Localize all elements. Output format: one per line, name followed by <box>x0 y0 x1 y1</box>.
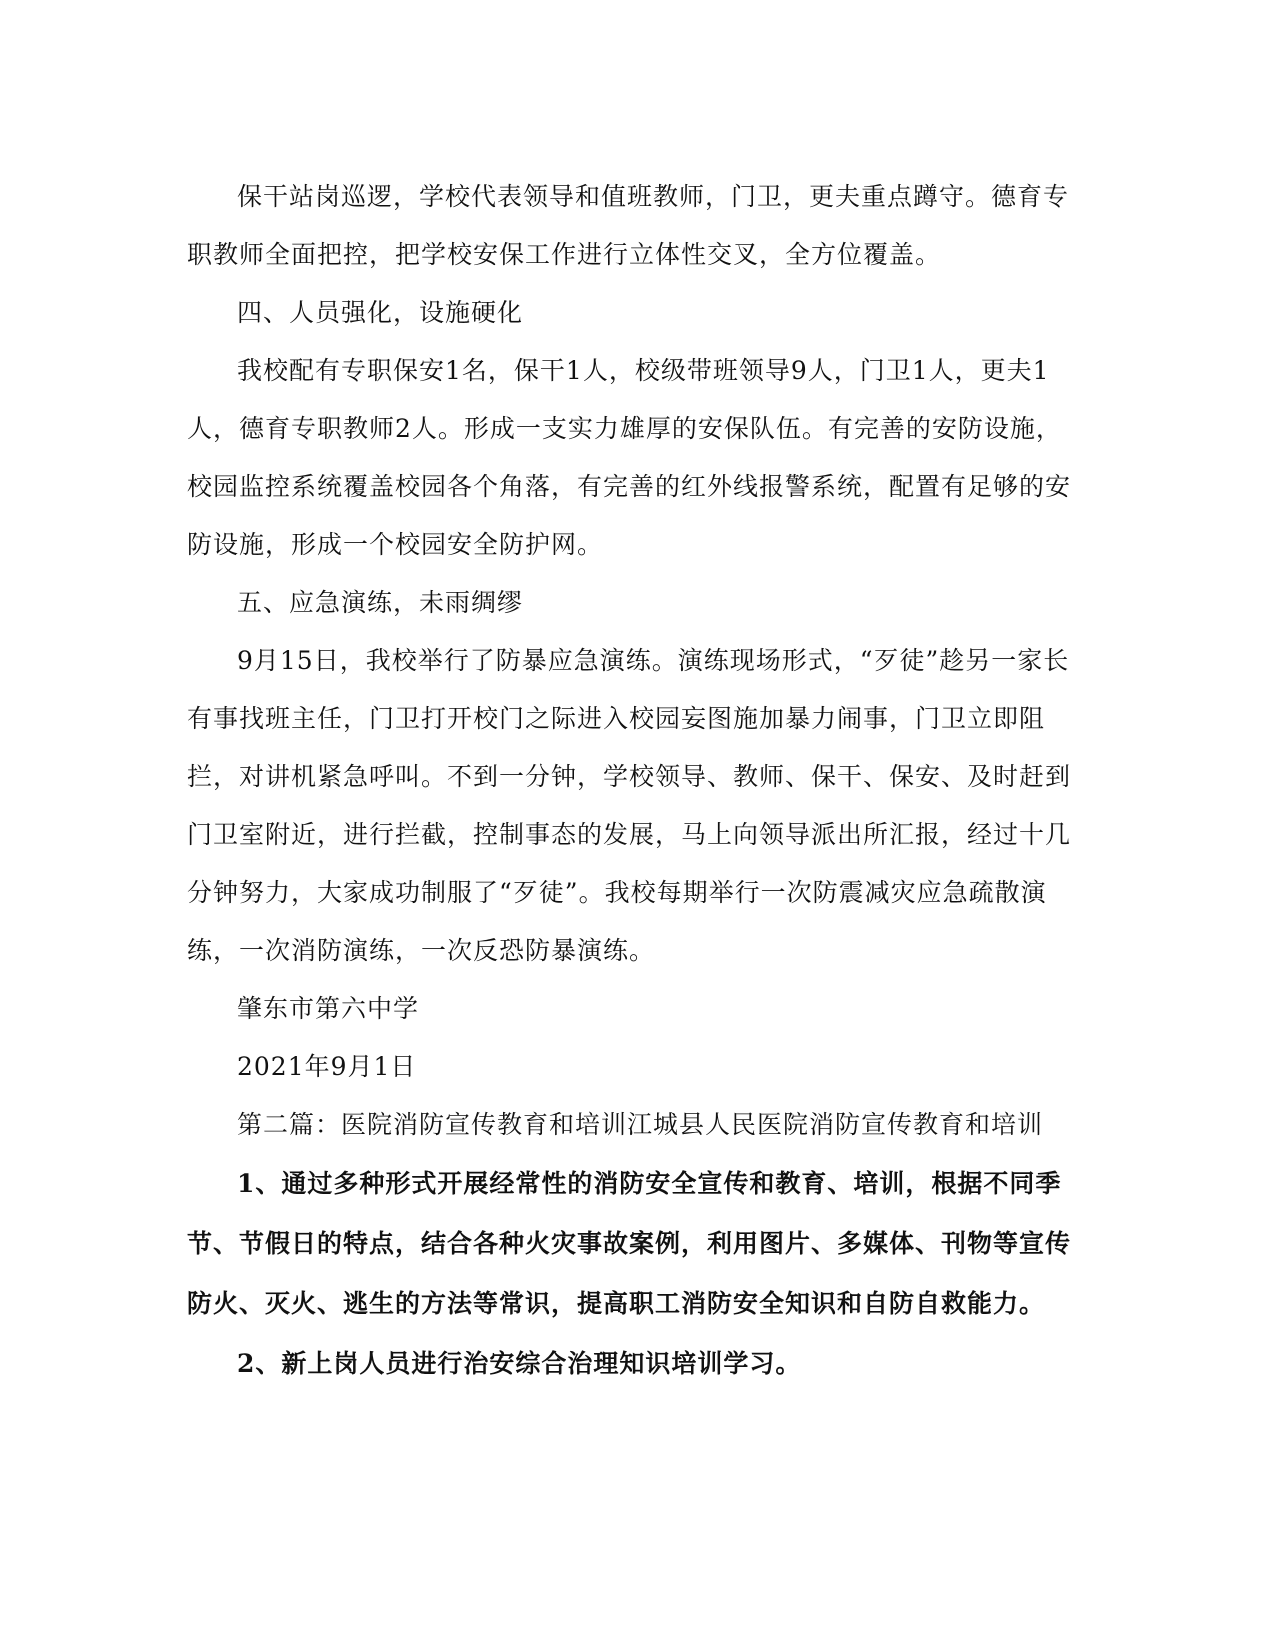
signature-date: 2021年9月1日 <box>237 1052 417 1081</box>
paragraph-personnel: 我校配有专职保安1名，保干1人，校级带班领导9人，门卫1人，更夫1人，德育专职教师2人。形成一支实力雄厚的安保队伍。有完善的安防设施，校园监控系统覆盖校园各个角落，有完善的红外线报警系统，配置有足够的安防设施，形成一个校园安全防护网。 <box>187 356 1072 559</box>
document-body <box>187 168 1087 1394</box>
heading-emergency-drill: 五、应急演练，未雨绸缪 <box>237 588 524 617</box>
paragraph-drill: 9月15日，我校举行了防暴应急演练。演练现场形式，“歹徒”趁另一家长有事找班主任，门卫打开校门之际进入校园妄图施加暴力闹事，门卫立即阻拦，对讲机紧急呼叫。不到一分钟，学校领导、教师、保干、保安、及时赶到门卫室附近，进行拦截，控制事态的发展，马上向领导派出所汇报，经过十几分钟努力，大家成功制服了“歹徒”。我校每期举行一次防震减灾应急疏散演练，一次消防演练，一次反恐防暴演练。 <box>187 646 1072 965</box>
paragraph-patrol: 保干站岗巡逻，学校代表领导和值班教师，门卫，更夫重点蹲守。德育专职教师全面把控，把学校安保工作进行立体性交叉，全方位覆盖。 <box>187 182 1070 269</box>
paragraph-item-1: 1、通过多种形式开展经常性的消防安全宣传和教育、培训，根据不同季节、节假日的特点，结合各种火灾事故案例，利用图片、多媒体、刊物等宣传防火、灭火、逃生的方法等常识，提高职工消防安全知识和自防自救能力。 <box>187 1169 1072 1318</box>
paragraph-item-2: 2、新上岗人员进行治安综合治理知识培训学习。 <box>237 1349 802 1378</box>
heading-second-article: 第二篇：医院消防宣传教育和培训江城县人民医院消防宣传教育和培训 <box>237 1110 1044 1139</box>
signature-school: 肇东市第六中学 <box>237 994 420 1023</box>
heading-personnel-facilities: 四、人员强化，设施硬化 <box>237 298 524 327</box>
